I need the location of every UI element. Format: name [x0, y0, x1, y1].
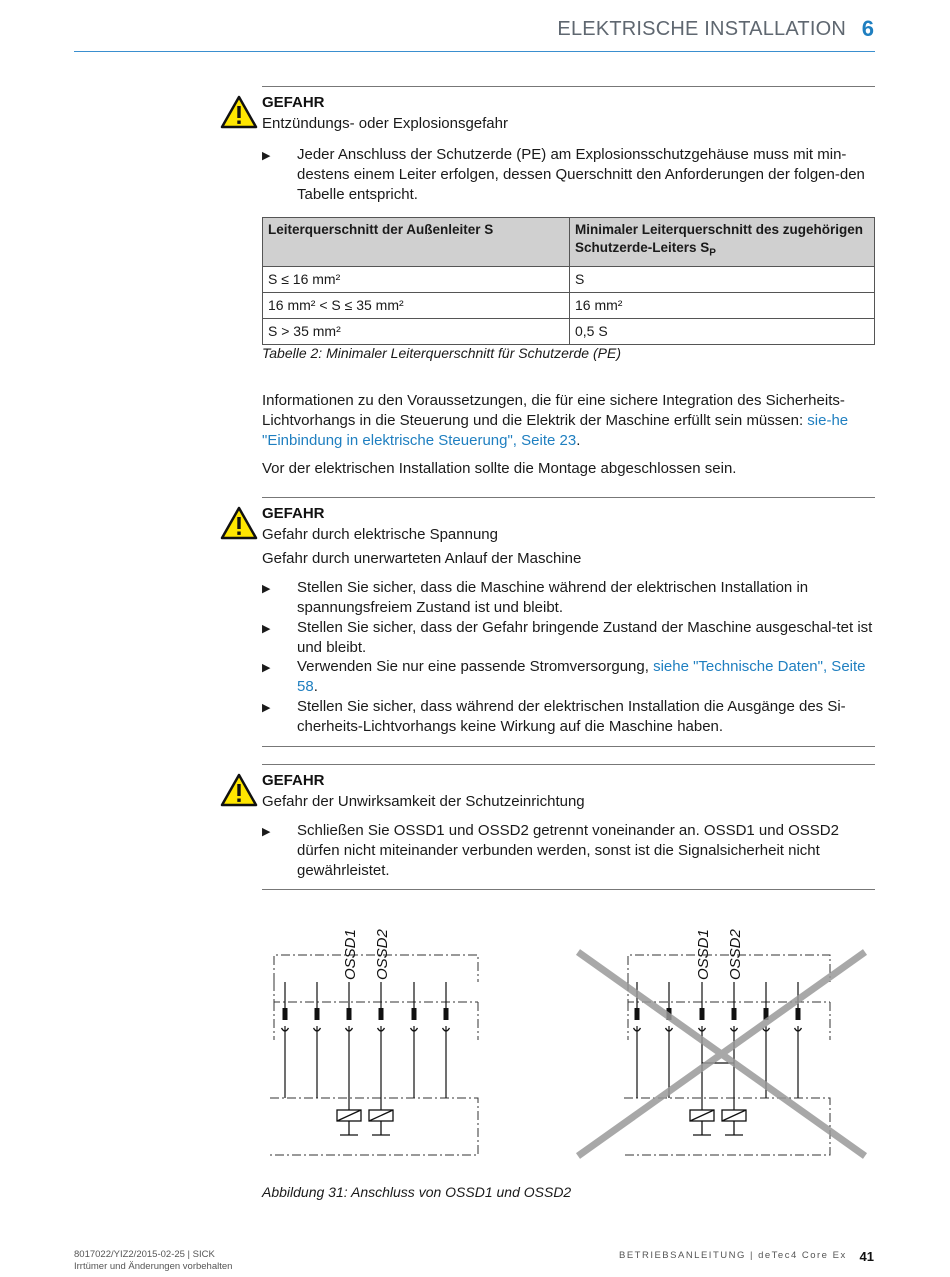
- footer-doc-type: BETRIEBSANLEITUNG | deTec4 Core Ex: [619, 1250, 847, 1261]
- ossd1-label: OSSD1: [695, 929, 712, 980]
- bullet-text: Stellen Sie sicher, dass der Gefahr bringende Zustand der Maschine ausgeschal-tet ist und bleibt.: [297, 619, 873, 656]
- footer-doc-id: 8017022/YIZ2/2015-02-25 | SICK: [74, 1249, 215, 1260]
- bullet-arrow-icon: ▶: [262, 623, 271, 635]
- bullet-arrow-icon: ▶: [262, 702, 271, 714]
- warning-3-heading: GEFAHR: [262, 772, 325, 789]
- warning-triangle-icon: [220, 506, 258, 540]
- table-row: [263, 266, 875, 292]
- bullet-arrow-icon: ▶: [262, 150, 271, 162]
- pe-cross-section-table: [262, 217, 875, 345]
- table-cell: S ≤ 16 mm²: [263, 266, 570, 292]
- ossd1-label: OSSD1: [342, 929, 359, 980]
- table-header-row: [263, 218, 875, 267]
- header-divider: [74, 51, 875, 52]
- ossd2-label: OSSD2: [727, 929, 744, 980]
- bullet-arrow-icon: ▶: [262, 826, 271, 838]
- table-caption: Tabelle 2: Minimaler Leiterquerschnitt für Schutzerde (PE): [262, 345, 621, 361]
- ossd-wiring-figure: [262, 920, 875, 1165]
- bullet-arrow-icon: ▶: [262, 662, 271, 674]
- warning-2-subtitle-1: Gefahr durch elektrische Spannung: [262, 526, 498, 543]
- footer-doc-info: [74, 1249, 232, 1273]
- warning-2-heading: GEFAHR: [262, 505, 325, 522]
- link-technische-daten[interactable]: siehe "Technische Daten", Seite 58: [297, 658, 866, 695]
- table-cell: S: [570, 266, 875, 292]
- warning-3-subtitle: Gefahr der Unwirksamkeit der Schutzeinrichtung: [262, 793, 585, 810]
- bullet-text: Schließen Sie OSSD1 und OSSD2 getrennt voneinander an. OSSD1 und OSSD2 dürfen nicht miteinander verbunden werden, sonst ist die Signalsicherheit nicht gewährleistet.: [297, 822, 839, 879]
- section-title: ELEKTRISCHE INSTALLATION: [557, 18, 846, 40]
- warning-1-top-rule: [262, 86, 875, 87]
- warning-3-bottom-rule: [262, 889, 875, 890]
- table-cell: 0,5 S: [570, 318, 875, 344]
- bullet-text: Stellen Sie sicher, dass die Maschine während der elektrischen Installation in spannungsfreiem Zustand ist und bleibt.: [297, 579, 809, 616]
- montage-paragraph: Vor der elektrischen Installation sollte die Montage abgeschlossen sein.: [262, 460, 737, 477]
- warning-2-top-rule: [262, 497, 875, 498]
- correct-wiring-diagram: [270, 928, 478, 1155]
- bullet-text: Verwenden Sie nur eine passende Stromversorgung, siehe "Technische Daten", Seite 58.: [297, 658, 866, 695]
- link-einbindung[interactable]: sie-he "Einbindung in elektrische Steuerung", Seite 23: [262, 412, 849, 449]
- table-cell: 16 mm² < S ≤ 35 mm²: [263, 292, 570, 318]
- section-number: 6: [861, 16, 874, 41]
- warning-3-top-rule: [262, 764, 875, 765]
- warning-1-subtitle: Entzündungs- oder Explosionsgefahr: [262, 115, 508, 132]
- warning-triangle-icon: [220, 773, 258, 807]
- table-row: [263, 318, 875, 344]
- ossd2-label: OSSD2: [374, 929, 391, 980]
- table-cell: 16 mm²: [570, 292, 875, 318]
- info-paragraph: Informationen zu den Voraussetzungen, die für eine sichere Integration des Sicherheits-Lichtvorhangs in die Steuerung und die Elektrik der Maschine erfüllt sein müssen: sie-he "Einbindung in elektrische Steuerung", Seite 23.: [262, 392, 849, 449]
- page-number: 41: [859, 1249, 874, 1264]
- incorrect-wiring-diagram: [578, 928, 865, 1156]
- warning-triangle-icon: [220, 95, 258, 129]
- bullet-text: Stellen Sie sicher, dass während der elektrischen Installation die Ausgänge des Si-cherheits-Lichtvorhangs keine Wirkung auf die Maschine haben.: [297, 698, 846, 735]
- table-header-cell: Leiterquerschnitt der Außenleiter S: [263, 218, 570, 267]
- cross-out-icon: [578, 952, 865, 1156]
- warning-2-subtitle-2: Gefahr durch unerwarteten Anlauf der Maschine: [262, 550, 582, 567]
- warning-1-heading: GEFAHR: [262, 94, 325, 111]
- table-cell: S > 35 mm²: [263, 318, 570, 344]
- footer-disclaimer: Irrtümer und Änderungen vorbehalten: [74, 1261, 233, 1272]
- table-row: [263, 292, 875, 318]
- figure-caption: Abbildung 31: Anschluss von OSSD1 und OSSD2: [262, 1184, 572, 1200]
- bullet-arrow-icon: ▶: [262, 583, 271, 595]
- warning-2-bottom-rule: [262, 746, 875, 747]
- table-header-cell: Minimaler Leiterquerschnitt des zugehörigen Schutzerde-Leiters $S_P$: [570, 218, 875, 267]
- bullet-text: Jeder Anschluss der Schutzerde (PE) am Explosionsschutzgehäuse muss mit min-destens einem Leiter erfolgen, dessen Querschnitt den Anforderungen der folgen-den Tabelle entspricht.: [297, 146, 865, 203]
